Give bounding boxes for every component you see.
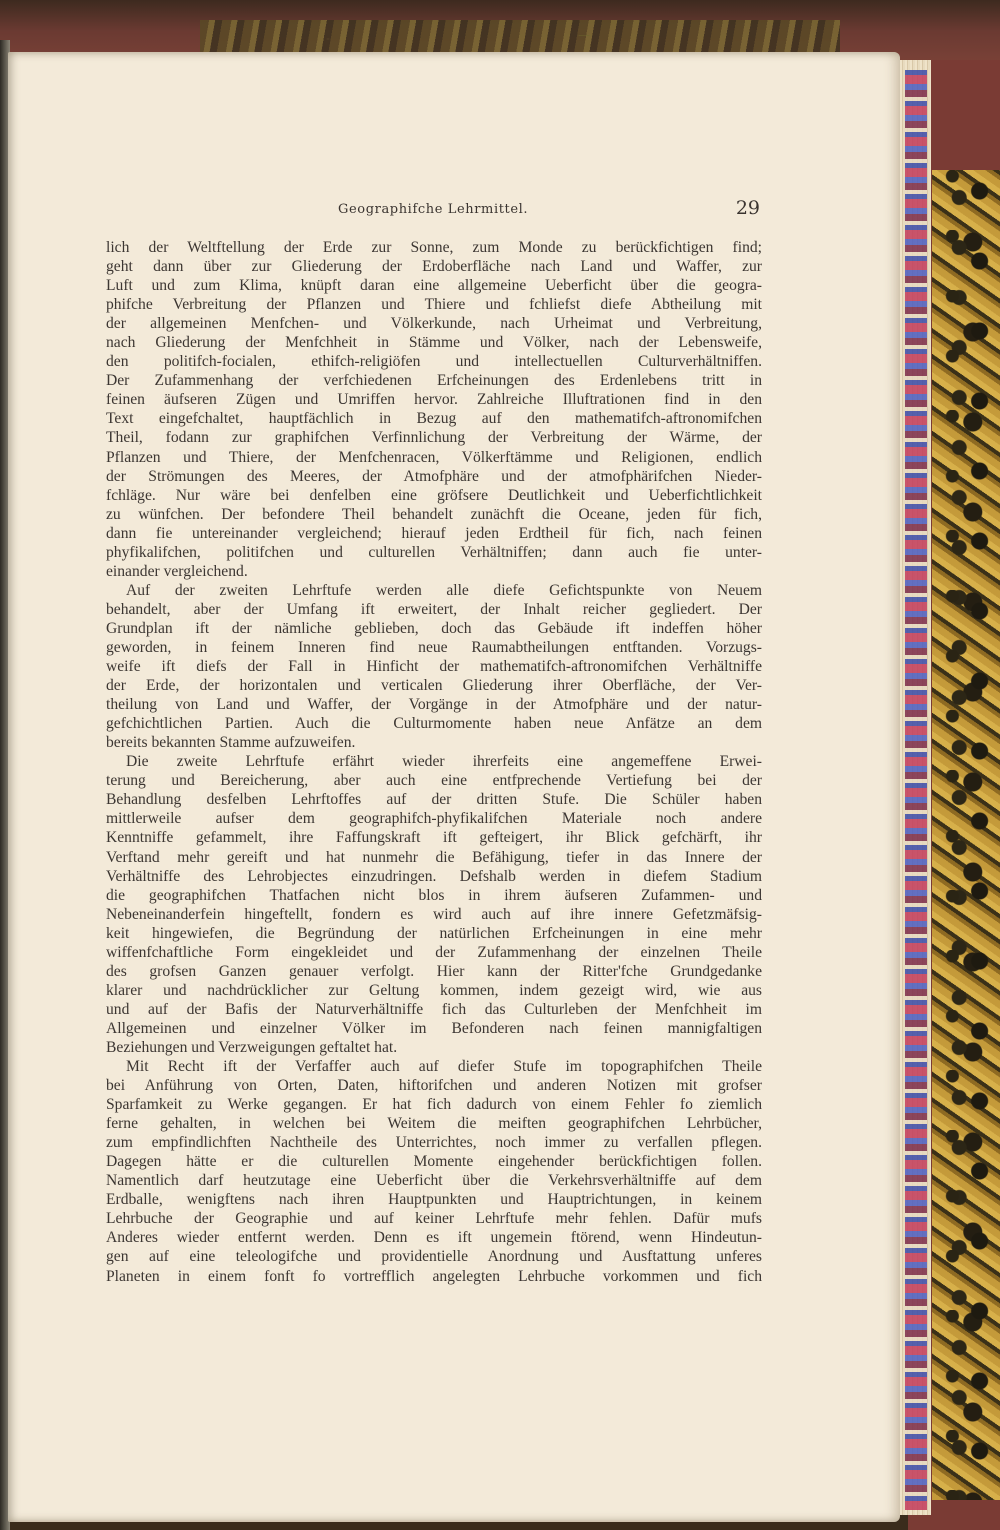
- text-line: bereits bekannten Stamme aufzuweifen.: [106, 734, 356, 752]
- text-line: Die zweite Lehrftufe erfährt wieder ihrerfeits eine angemeffene Erwei-: [126, 753, 762, 771]
- text-line: der Strömungen des Meeres, der Atmofphäre und der atmofphärifchen Nieder-: [106, 467, 762, 485]
- text-line: Auf der zweiten Lehrftufe werden alle diefe Gefichtspunkte von Neuem: [126, 581, 762, 599]
- text-line: geht dann über zur Gliederung der Erdoberfläche nach Land und Waffer, zur: [106, 258, 762, 276]
- text-line: Namentlich darf heutzutage eine Ueberficht über die Verkehrsverhältniffe auf dem: [106, 1172, 762, 1190]
- text-line: Kenntniffe gefammelt, ihre Faffungskraft ift gefteigert, ihr Blick gefchärft, ihr: [106, 829, 762, 847]
- marbled-page-edge: [905, 70, 927, 1510]
- text-line: des grofsen Ganzen genauer verfolgt. Hier kann der Ritter'fche Grundgedanke: [106, 962, 762, 980]
- text-line: Luft und zum Klima, knüpft daran eine allgemeine Ueberficht über die geogra-: [106, 277, 762, 295]
- text-line: Nebeneinanderfein hingeftellt, fondern es wird auch auf ihre innere Gefetzmäfsig-: [106, 905, 762, 923]
- text-line: behandelt, aber der Umfang ift erweitert, der Inhalt reicher gegliedert. Der: [106, 600, 762, 618]
- text-line: Verftand mehr gereift und hat nunmehr die Befähigung, tiefer in das Innere der: [106, 848, 762, 866]
- text-line: dann fie untereinander vergleichend; hierauf jeden Erdtheil für fich, nach feinen: [106, 524, 762, 542]
- text-line: Anderes wieder entfernt werden. Denn es ift ungemein ftörend, wenn Hindeutun-: [106, 1229, 762, 1247]
- text-line: fchläge. Nur wäre bei denfelben eine gröfsere Deutlichkeit und Ueberfichtlichkeit: [106, 486, 762, 504]
- marbled-endpaper: [932, 170, 1000, 1500]
- running-head: Geographifche Lehrmittel.: [338, 202, 529, 217]
- text-line: Beziehungen und Verzweigungen geftaltet hat.: [106, 1038, 398, 1056]
- text-line: nach Gliederung der Menfchheit in Stämme und Völker, nach der Lebensweife,: [106, 334, 762, 352]
- text-line: Grundplan ift der nämliche geblieben, doch das Gebäude ift indeffen höher: [106, 619, 762, 637]
- text-line: lich der Weltftellung der Erde zur Sonne, zum Monde zu berückfichtigen find;: [106, 239, 762, 256]
- text-line: einander vergleichend.: [106, 562, 248, 580]
- text-line: weife ift diefs der Fall in Hinficht der mathematifch-aftronomifchen Verhältniffe: [106, 658, 762, 676]
- body-text: [106, 238, 762, 1286]
- text-line: Dagegen hätte er die culturellen Momente eingehender berückfichtigen follen.: [106, 1153, 762, 1171]
- text-line: Text eingefchaltet, hauptfächlich in Bezug auf den mathematifch-aftronomifchen: [106, 410, 762, 428]
- text-line: Planeten in einem fonft fo vortrefflich angelegten Lehrbuche vorkommen und fich: [106, 1267, 762, 1285]
- text-line: bei Anführung von Orten, Daten, hiftorifchen und anderen Notizen mit grofser: [106, 1077, 762, 1095]
- text-line: zum empfindlichften Nachtheile des Unterrichtes, noch immer zu verfallen pflegen.: [106, 1134, 762, 1152]
- text-line: Erdballe, wenigftens nach ihren Hauptpunkten und Hauptrichtungen, in keinem: [106, 1191, 762, 1209]
- text-line: Theil, fodann zur graphifchen Verfinnlichung der Verbreitung der Wärme, der: [106, 429, 762, 447]
- text-line: theilung von Land und Waffer, der Vorgänge in der Atmofphäre und der natur-: [106, 696, 762, 714]
- text-line: die geographifchen Thatfachen nicht blos in ihrem äufseren Zufammen- und: [106, 886, 762, 904]
- text-line: Pflanzen und Thiere, der Menfchenracen, Völkerftämme und Religionen, endlich: [106, 448, 762, 466]
- text-line: der Erde, der horizontalen und verticalen Gliederung ihrer Oberfläche, der Ver-: [106, 677, 762, 695]
- text-line: der allgemeinen Menfchen- und Völkerkunde, nach Urheimat und Verbreitung,: [106, 315, 762, 333]
- text-line: Der Zufammenhang der verfchiedenen Erfcheinungen des Erdenlebens tritt in: [106, 372, 762, 390]
- text-line: Lehrbuche der Geographie und auf keiner Lehrftufe mehr fehlen. Dafür mufs: [106, 1210, 762, 1228]
- text-line: klarer und nachdrücklicher zur Geltung kommen, indem gezeigt wird, wie aus: [106, 981, 762, 999]
- text-line: phyfikalifchen, politifchen und culturellen Verhältniffen; dann auch fie unter-: [106, 543, 762, 561]
- text-line: Verhältniffe des Lehrobjectes einzudringen. Defshalb werden in diefem Stadium: [106, 867, 762, 885]
- text-line: zu wünfchen. Der befondere Theil behandelt zunächft die Oceane, jeden für fich,: [106, 505, 762, 523]
- text-line: feinen äufseren Zügen und Umriffen hervor. Zahlreiche Illuftrationen find in den: [106, 391, 762, 409]
- text-line: gen auf eine teleologifche und providentielle Anordnung und Ausftattung unferes: [106, 1248, 762, 1266]
- text-line: terung und Bereicherung, aber auch eine entfprechende Vertiefung bei der: [106, 772, 762, 790]
- text-line: den politifch-focialen, ethifch-religiöfen und intellectuellen Culturverhältniffen.: [106, 353, 762, 371]
- text-line: mittlerweile aufser dem geographifch-phyfikalifchen Materiale noch andere: [106, 810, 762, 828]
- text-line: phifche Verbreitung der Pflanzen und Thiere und fchliefst diefe Abtheilung mit: [106, 296, 762, 314]
- text-line: Allgemeinen und einzelner Völker im Befonderen nach feinen mannigfaltigen: [106, 1019, 762, 1037]
- text-line: Mit Recht ift der Verfaffer auch auf diefer Stufe im topographifchen Theile: [126, 1058, 762, 1076]
- text-line: Behandlung desfelben Lehrftoffes auf der dritten Stufe. Die Schüler haben: [106, 791, 762, 809]
- text-line: gefchichtlichen Partien. Auch die Culturmomente haben neue Anfätze an dem: [106, 715, 762, 733]
- page-number: 29: [735, 197, 760, 219]
- text-line: ferne gehalten, in welchen bei Weitem die meiften geographifchen Lehrbücher,: [106, 1115, 762, 1133]
- text-line: und auf der Bafis der Naturverhältniffe fich das Culturleben der Menfchheit im: [106, 1000, 762, 1018]
- text-line: wiffenfchaftliche Form eingekleidet und der Zufammenhang der einzelnen Theile: [106, 943, 762, 961]
- text-line: keit hingewiefen, die Begründung der natürlichen Erfcheinungen in eine mehr: [106, 924, 762, 942]
- text-line: Sparfamkeit zu Werke gegangen. Er hat fich dadurch von einem Fehler fo ziemlich: [106, 1096, 762, 1114]
- page-header: [338, 197, 760, 223]
- text-line: geworden, in feinem Inneren find neue Raumabtheilungen entftanden. Vorzugs-: [106, 638, 762, 656]
